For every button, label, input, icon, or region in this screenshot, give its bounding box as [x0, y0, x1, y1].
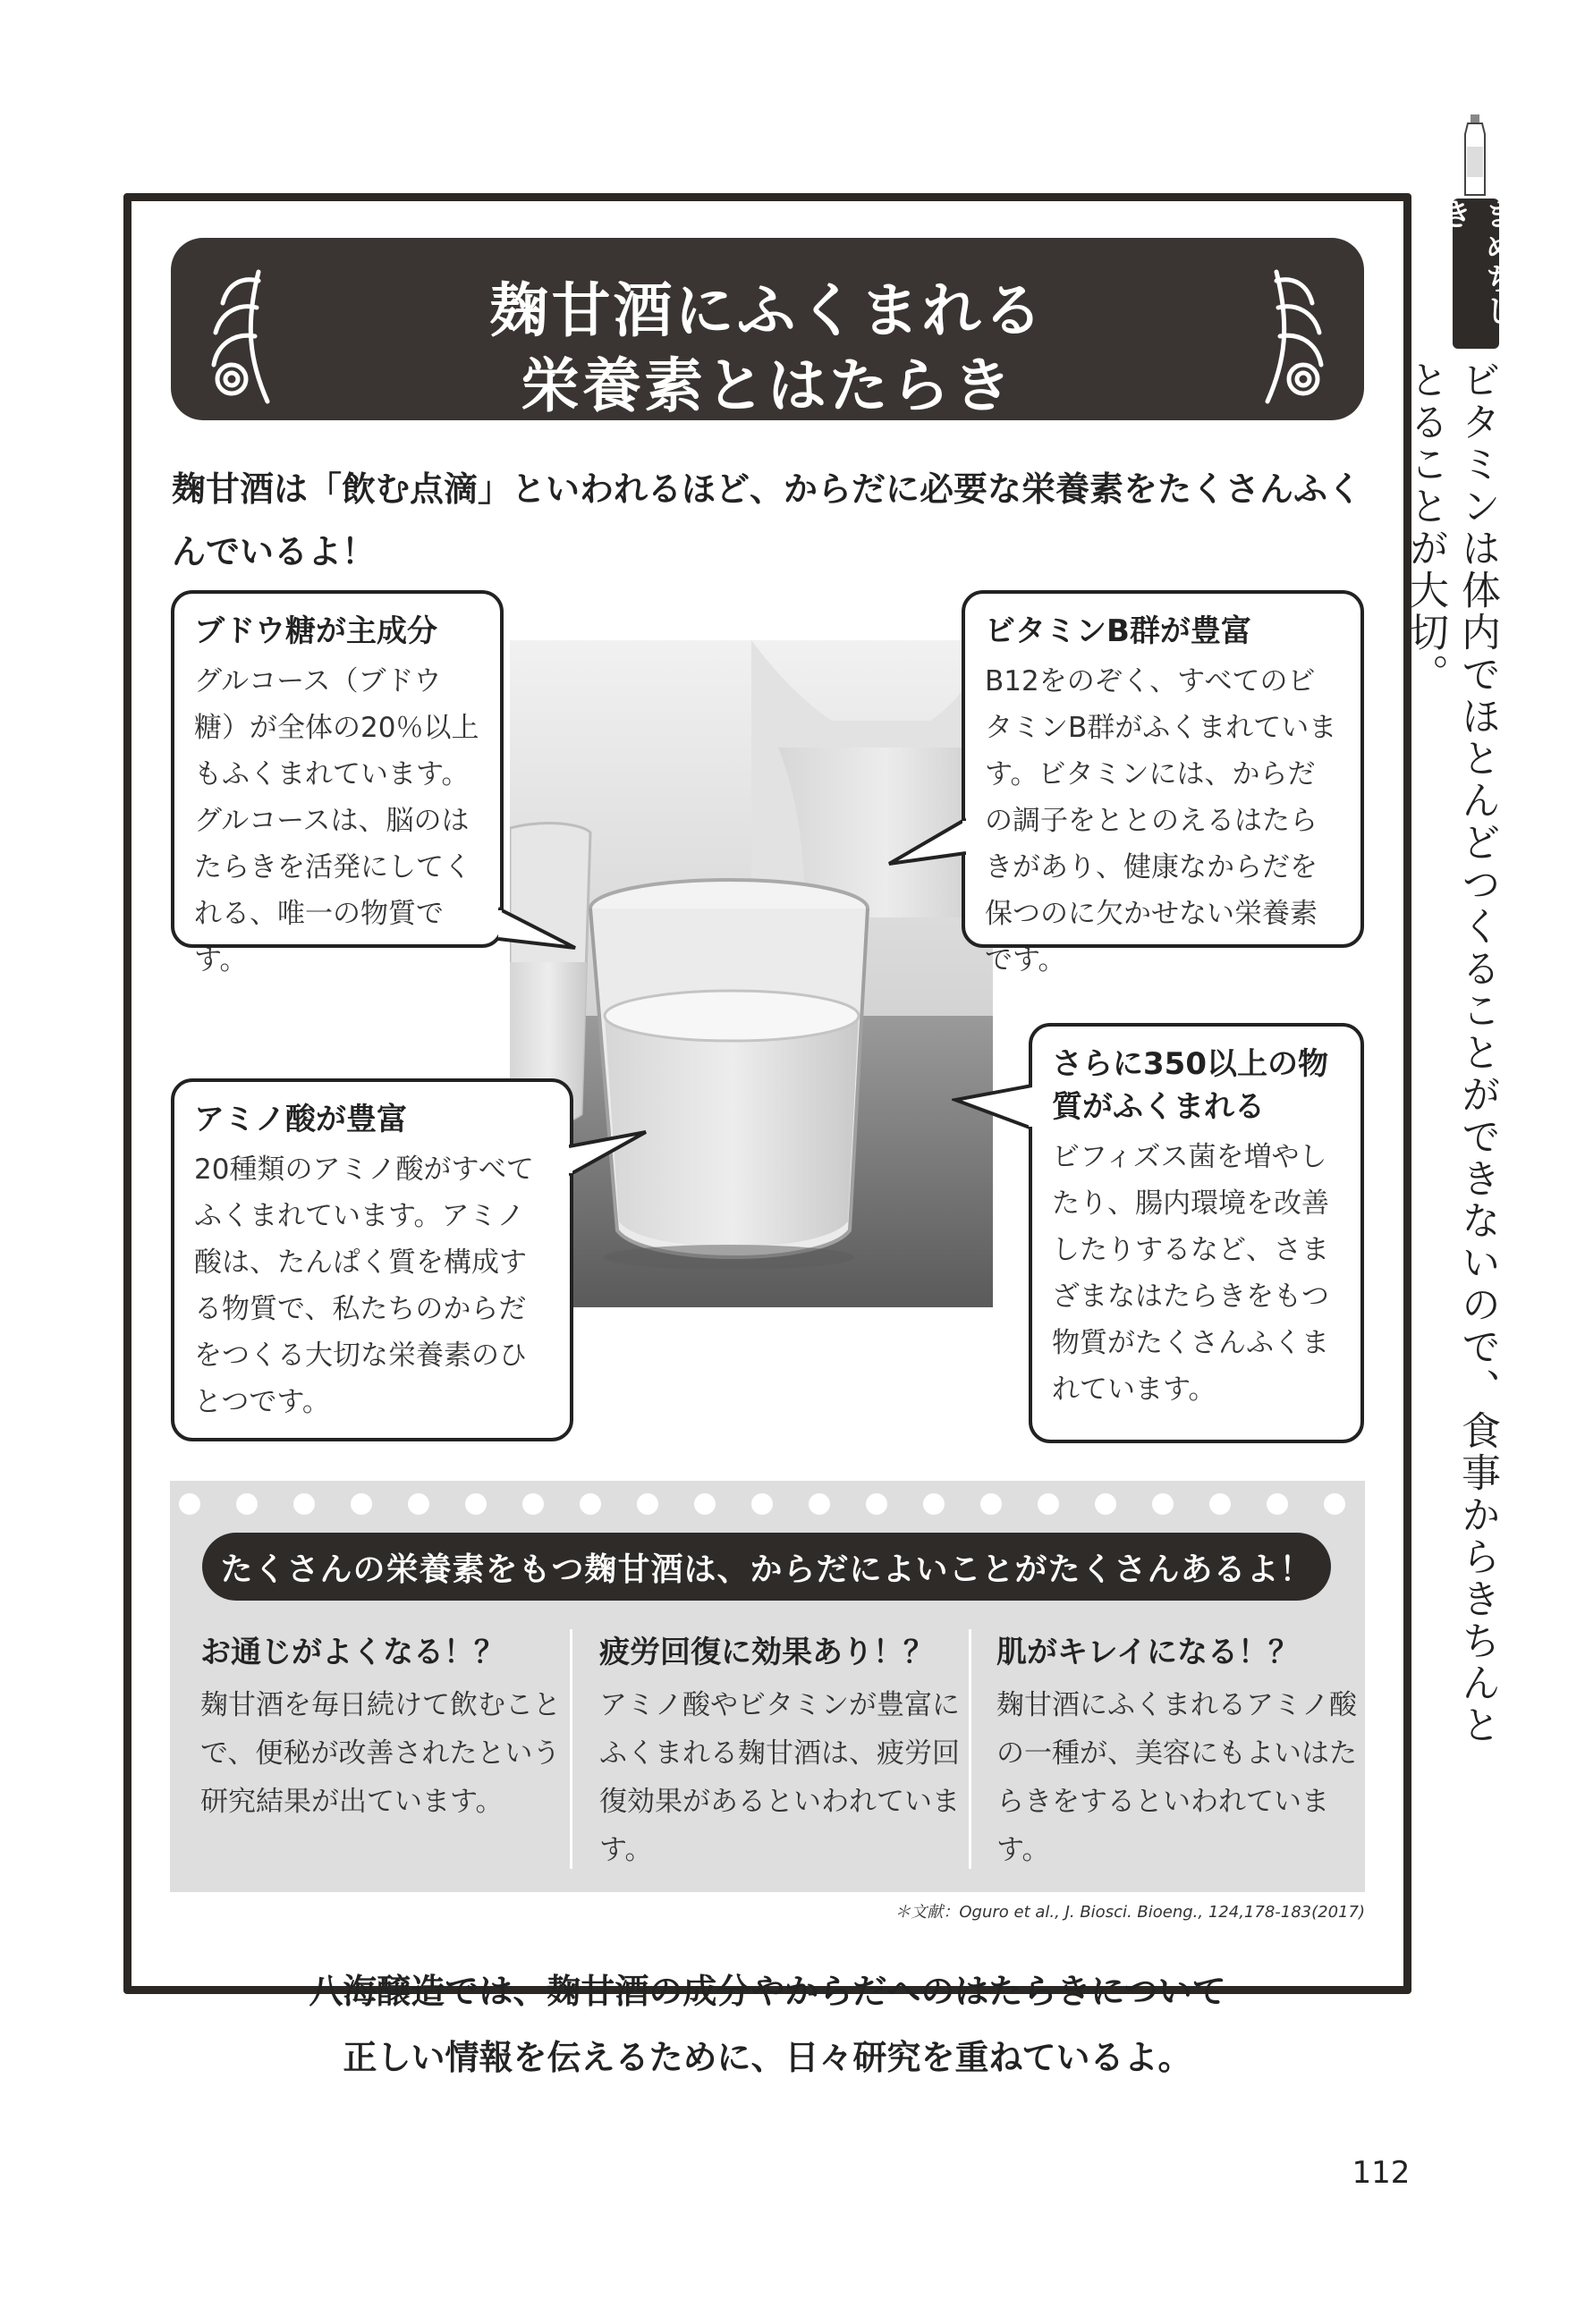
speech-tail-icon [886, 814, 966, 867]
bubble-title: ビタミンB群が豊富 [985, 613, 1251, 649]
bubble-body: ビフィズス菌を増やしたり、腸内環境を改善したりするなど、さまざまなはたらきをもつ物質がたくさんふくまれています。 [1052, 1141, 1329, 1406]
dot-icon [866, 1493, 887, 1515]
bubble-body: グルコース（ブドウ糖）が全体の20％以上もふくまれています。グルコースは、脳のはたらきを活発にしてくれる、唯一の物質です。 [194, 665, 479, 976]
nutrient-bubble-glucose [171, 590, 504, 976]
speech-tail-icon [952, 1082, 1032, 1136]
closing-message [170, 1958, 1365, 2091]
closing-line-1: 八海醸造では、麹甘酒の成分やからだへのはたらきについて [309, 1972, 1226, 2011]
speech-tail-icon [498, 903, 579, 957]
dot-icon [923, 1493, 945, 1515]
column-divider [570, 1629, 572, 1869]
title-line-1: 麹甘酒にふくまれる [489, 276, 1046, 345]
benefit-body: 麹甘酒にふくまれるアミノ酸の一種が、美容にもよいはたらきをするといわれています。 [996, 1689, 1357, 1866]
dot-icon [1095, 1493, 1116, 1515]
benefit-title: 疲労回復に効果あり！？ [599, 1635, 934, 1670]
bubble-title: さらに350以上の物質がふくまれる [1052, 1046, 1328, 1125]
nutrient-bubble-vitamin-b [962, 590, 1364, 976]
title-banner [171, 238, 1364, 420]
dot-icon [694, 1493, 716, 1515]
dot-icon [980, 1493, 1002, 1515]
dot-icon [293, 1493, 315, 1515]
amazake-glasses-photo [510, 640, 993, 1307]
bubble-title: アミノ酸が豊富 [194, 1102, 407, 1137]
dot-icon [351, 1493, 372, 1515]
benefit-body: アミノ酸やビタミンが豊富にふくまれる麹甘酒は、疲労回復効果があるといわれています。 [599, 1689, 960, 1866]
nutrient-bubble-amino-acid [171, 1078, 573, 1441]
dot-icon [809, 1493, 830, 1515]
dot-icon [751, 1493, 773, 1515]
dot-icon [465, 1493, 487, 1515]
dot-icon [1267, 1493, 1288, 1515]
dot-icon [522, 1493, 544, 1515]
amazake-bottle-icon [1463, 114, 1487, 197]
mamechishiki-tab: まめちしき [1453, 199, 1499, 349]
side-note-text: ビタミンは体内でほとんどつくることができないので、食事からきちんととることが大切。 [1403, 359, 1500, 1746]
intro-text: 麹甘酒は「飲む点滴」といわれるほど、からだに必要な栄養素をたくさんふくんでいるよ！ [172, 469, 1362, 571]
wheat-ornament-icon [1241, 254, 1339, 406]
dot-icon [580, 1493, 601, 1515]
benefits-banner: たくさんの栄養素をもつ麹甘酒は、からだによいことがたくさんあるよ！ [202, 1533, 1331, 1601]
dot-icon [179, 1493, 200, 1515]
reference-citation: ＊文献：Oguro et al., J. Biosci. Bioeng., 124,178-183(2017) [894, 1903, 1365, 1922]
dot-icon [236, 1493, 258, 1515]
column-divider [969, 1629, 971, 1869]
nutrient-bubble-other-substances [1029, 1023, 1364, 1443]
benefit-column [200, 1633, 567, 1826]
benefit-body: 麹甘酒を毎日続けて飲むことで、便秘が改善されたという研究結果が出ています。 [200, 1689, 561, 1818]
bubble-title: ブドウ糖が主成分 [194, 613, 437, 649]
benefit-column [996, 1633, 1363, 1874]
benefits-panel [170, 1481, 1365, 1892]
benefit-title: お通じがよくなる！？ [200, 1635, 504, 1670]
page-number: 112 [1352, 2155, 1411, 2191]
benefit-title: 肌がキレイになる！？ [996, 1635, 1299, 1670]
bubble-body: B12をのぞく、すべてのビタミンB群がふくまれています。ビタミンには、からだの調子をととのえるはたらきがあり、健康なからだを保つのに欠かせない栄養素です。 [985, 665, 1337, 976]
speech-tail-icon [569, 1128, 649, 1182]
title-line-2: 栄養素とはたらき [521, 351, 1014, 420]
dot-icon [408, 1493, 429, 1515]
dot-icon [1209, 1493, 1231, 1515]
dot-icon [1324, 1493, 1345, 1515]
closing-line-2: 正しい情報を伝えるために、日々研究を重ねているよ。 [343, 2038, 1192, 2077]
dot-icon [1038, 1493, 1059, 1515]
dot-icon [637, 1493, 658, 1515]
benefit-column [599, 1633, 966, 1874]
dot-icon [1152, 1493, 1174, 1515]
bubble-body: 20種類のアミノ酸がすべてふくまれています。アミノ酸は、たんぱく質を構成する物質で、私たちのからだをつくる大切な栄養素のひとつです。 [194, 1154, 534, 1418]
dot-border [170, 1493, 1365, 1518]
